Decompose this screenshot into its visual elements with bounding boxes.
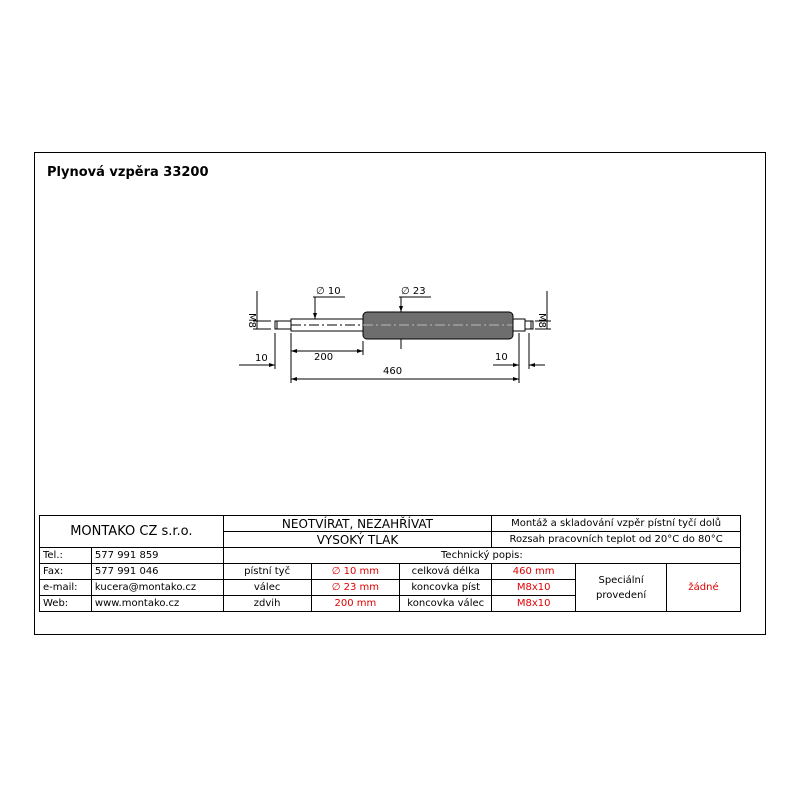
spec-value: 200 mm — [311, 596, 400, 612]
thread-right-label: M8 — [536, 313, 547, 328]
contact-label: Tel.: — [40, 548, 92, 564]
dim-rod-label: 200 — [314, 352, 334, 363]
tech-header: Technický popis: — [223, 548, 740, 564]
special-value: žádné — [667, 564, 741, 612]
spec-value: ∅ 23 mm — [311, 580, 400, 596]
company-name: MONTAKO CZ s.r.o. — [40, 516, 224, 548]
contact-label: e-mail: — [40, 580, 92, 596]
strut-drawing — [35, 153, 767, 513]
spec-label: zdvih — [223, 596, 311, 612]
drawing-title: Plynová vzpěra 33200 — [47, 165, 209, 180]
note-mounting: Montáž a skladování vzpěr pístní tyčí dolů — [492, 516, 741, 532]
contact-value: www.montako.cz — [91, 596, 223, 612]
spec-label: koncovka válec — [400, 596, 492, 612]
spec-value: M8x10 — [492, 580, 576, 596]
dim-total-label: 460 — [383, 366, 403, 377]
contact-label: Web: — [40, 596, 92, 612]
right-end-fitting — [513, 319, 525, 331]
spec-label: pístní tyč — [223, 564, 311, 580]
thread-left-label: M8 — [246, 313, 257, 328]
rod-diameter-label: ∅ 10 — [316, 286, 341, 297]
contact-label: Fax: — [40, 564, 92, 580]
contact-value: 577 991 046 — [91, 564, 223, 580]
note-temperature: Rozsah pracovních teplot od 20°C do 80°C — [492, 532, 741, 548]
contact-value: kucera@montako.cz — [91, 580, 223, 596]
special-label: Speciální provedení — [576, 564, 667, 612]
spec-label: koncovka píst — [400, 580, 492, 596]
dim-end-left-label: 10 — [255, 353, 268, 364]
spec-label: celková délka — [400, 564, 492, 580]
spec-value: ∅ 10 mm — [311, 564, 400, 580]
spec-label: válec — [223, 580, 311, 596]
cylinder-diameter-label: ∅ 23 — [401, 286, 426, 297]
title-block — [39, 515, 741, 612]
contact-value: 577 991 859 — [91, 548, 223, 564]
dim-end-right-label: 10 — [495, 352, 508, 363]
warning-open-heat: NEOTVÍRAT, NEZAHŘÍVAT — [223, 516, 491, 532]
spec-value: 460 mm — [492, 564, 576, 580]
drawing-sheet — [34, 152, 766, 635]
warning-pressure: VYSOKÝ TLAK — [223, 532, 491, 548]
spec-value: M8x10 — [492, 596, 576, 612]
